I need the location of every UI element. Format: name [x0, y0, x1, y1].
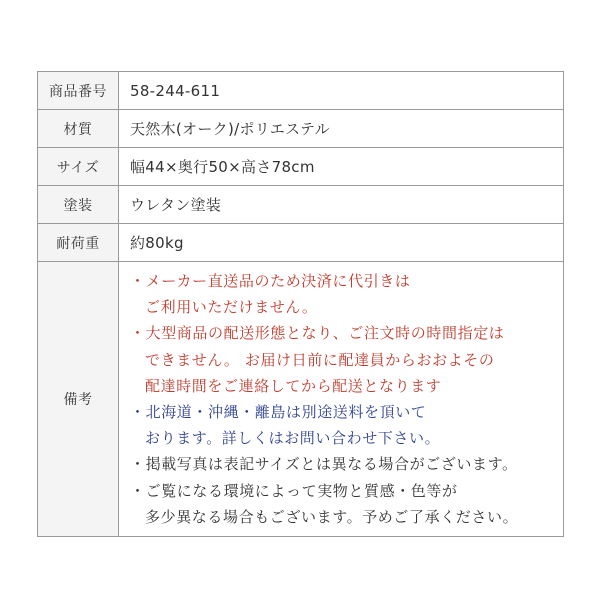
spec-row-notes: [38, 262, 564, 537]
spec-label: 商品番号: [38, 72, 119, 110]
note-line: ・北海道・沖縄・離島は別途送料を頂いて: [130, 403, 427, 422]
spec-row-size: [38, 148, 564, 186]
notes-content: [119, 262, 564, 537]
spec-row-finish: [38, 186, 564, 224]
note-line: ・掲載写真は表記サイズとは異なる場合がございます。: [130, 455, 518, 474]
spec-label: 材質: [38, 110, 119, 148]
spec-row-material: [38, 110, 564, 148]
spec-value: 天然木(オーク)/ポリエステル: [119, 110, 564, 148]
note-line: 多少異なる場合もございます。予めご了承ください。: [145, 507, 519, 526]
note-line: ・大型商品の配送形態となり、ご注文時の時間指定は: [130, 324, 505, 343]
spec-row-product-number: [38, 72, 564, 110]
spec-label: サイズ: [38, 148, 119, 186]
note-line: ・ご覧になる環境によって実物と質感・色等が: [130, 481, 458, 500]
note-line: できません。 お届け日前に配達員からおおよその: [145, 350, 495, 369]
spec-value: ウレタン塗装: [119, 186, 564, 224]
note-line: おります。詳しくはお問い合わせ下さい。: [145, 429, 441, 448]
spec-label: 塗装: [38, 186, 119, 224]
note-line: ご利用いただけません。: [145, 298, 318, 317]
note-line: 配達時間をご連絡してから配送となります: [145, 376, 442, 395]
spec-value: 約80kg: [119, 224, 564, 262]
notes-label: 備考: [38, 262, 119, 537]
spec-value: 幅44×奥行50×高さ78cm: [119, 148, 564, 186]
product-spec-table: [37, 71, 564, 537]
spec-row-load-capacity: [38, 224, 564, 262]
spec-label: 耐荷重: [38, 224, 119, 262]
note-line: ・メーカー直送品のため決済に代引きは: [130, 272, 411, 290]
spec-value: 58-244-611: [119, 72, 564, 110]
